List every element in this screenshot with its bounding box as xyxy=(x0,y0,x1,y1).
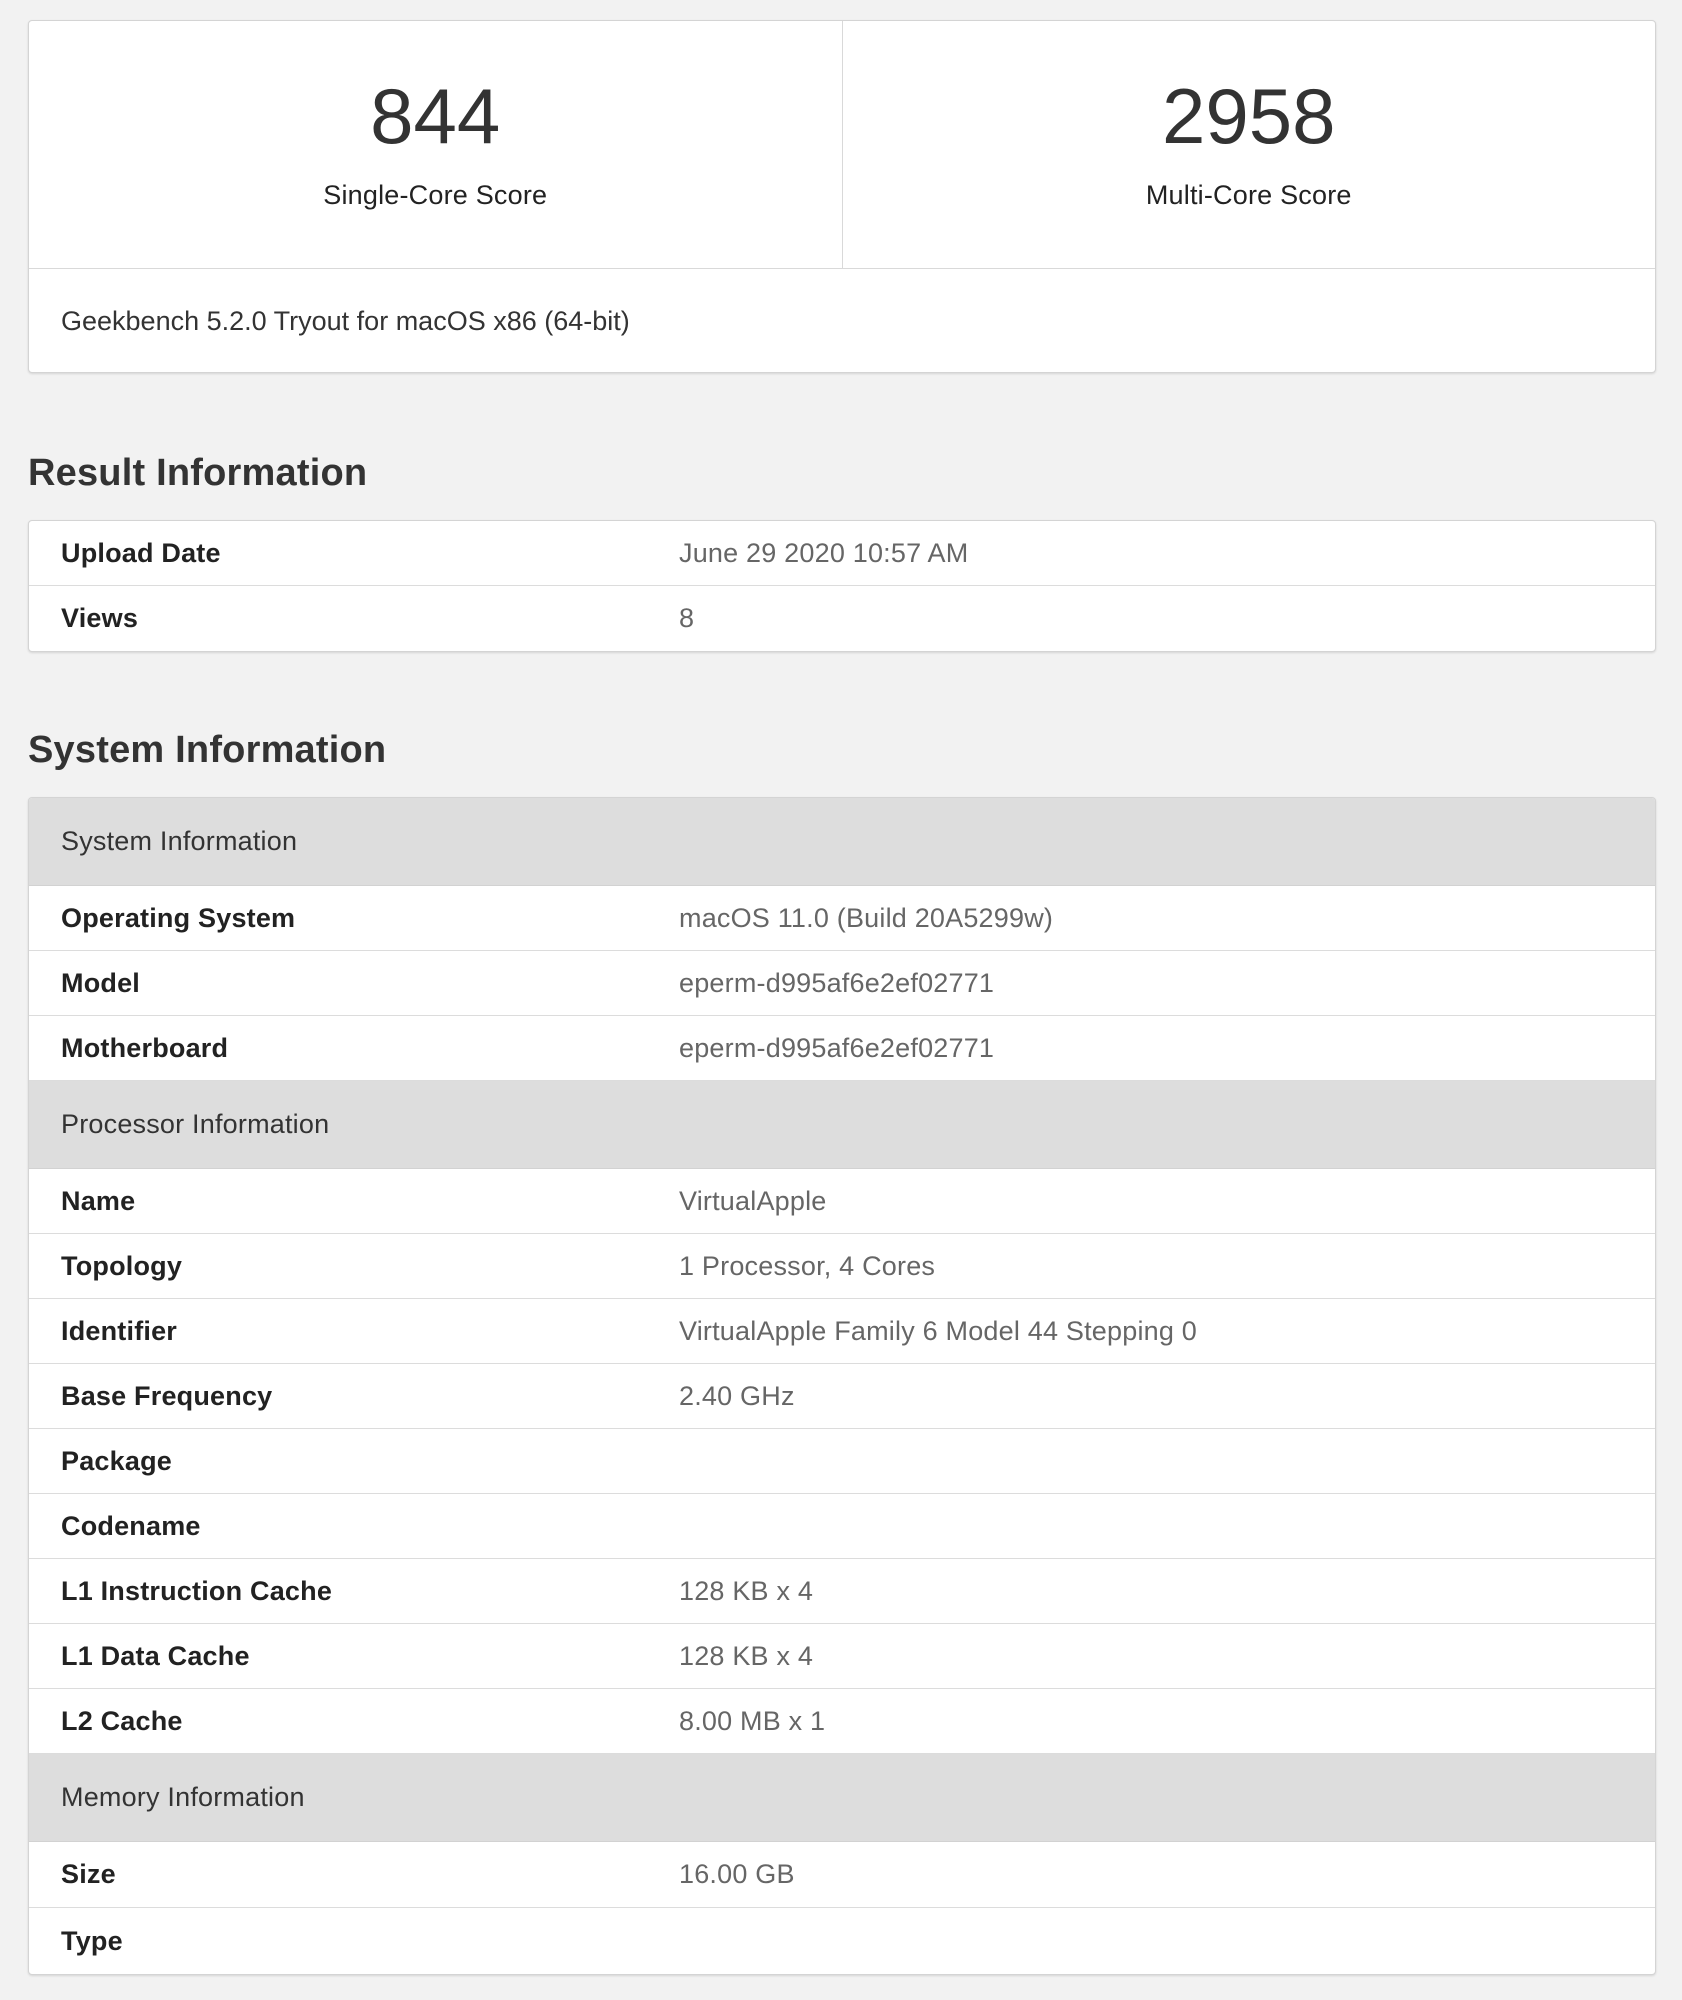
row-value: 8 xyxy=(679,603,695,633)
row-label: Model xyxy=(61,967,140,998)
table-row xyxy=(29,1234,1655,1299)
row-label: Motherboard xyxy=(61,1032,229,1063)
row-value: macOS 11.0 (Build 20A5299w) xyxy=(679,902,1054,933)
table-row xyxy=(29,1364,1655,1429)
row-label: Name xyxy=(61,1185,136,1216)
group-header-processor: Processor Information xyxy=(29,1081,1655,1169)
row-value: 16.00 GB xyxy=(679,1859,795,1889)
row-label: Base Frequency xyxy=(61,1380,273,1411)
table-row xyxy=(29,1429,1655,1494)
system-information-title: System Information xyxy=(28,729,387,771)
multi-core-score-label: Multi-Core Score xyxy=(1145,180,1352,210)
row-value: VirtualApple Family 6 Model 44 Stepping 0 xyxy=(679,1315,1197,1346)
row-label: Upload Date xyxy=(61,537,221,568)
row-value: June 29 2020 10:57 AM xyxy=(679,537,969,568)
single-core-score-label: Single-Core Score xyxy=(323,180,548,210)
single-core-score-cell xyxy=(29,21,842,268)
table-row xyxy=(29,1299,1655,1364)
row-label: Codename xyxy=(61,1510,201,1541)
row-value: 2.40 GHz xyxy=(679,1380,795,1411)
row-value: VirtualApple xyxy=(679,1185,827,1216)
row-label: L2 Cache xyxy=(61,1705,183,1736)
row-value: 1 Processor, 4 Cores xyxy=(679,1250,936,1281)
score-row xyxy=(29,21,1655,269)
row-label: L1 Instruction Cache xyxy=(61,1575,333,1606)
row-label: Package xyxy=(61,1445,172,1476)
row-label: L1 Data Cache xyxy=(61,1640,250,1671)
row-value: 8.00 MB x 1 xyxy=(679,1705,826,1736)
benchmark-version: Geekbench 5.2.0 Tryout for macOS x86 (64-bit) xyxy=(61,306,630,336)
multi-core-score-value: 2958 xyxy=(1161,72,1336,160)
row-value: 128 KB x 4 xyxy=(679,1640,814,1671)
system-information-table xyxy=(28,797,1656,1975)
row-value: 128 KB x 4 xyxy=(679,1575,814,1606)
table-row xyxy=(29,886,1655,951)
row-label: Operating System xyxy=(61,902,296,933)
row-label: Views xyxy=(61,603,139,633)
table-row xyxy=(29,1169,1655,1234)
result-information-table xyxy=(28,520,1656,652)
row-value: eperm-d995af6e2ef02771 xyxy=(679,1032,995,1063)
group-header-memory: Memory Information xyxy=(29,1754,1655,1842)
table-row xyxy=(29,1842,1655,1908)
table-row xyxy=(29,1624,1655,1689)
result-information-title: Result Information xyxy=(28,452,368,494)
group-header-system: System Information xyxy=(29,798,1655,886)
benchmark-result-page xyxy=(28,20,1656,1975)
row-label: Identifier xyxy=(61,1315,178,1346)
table-row xyxy=(29,1908,1655,1974)
score-card xyxy=(28,20,1656,373)
table-row xyxy=(29,1494,1655,1559)
row-value: eperm-d995af6e2ef02771 xyxy=(679,967,995,998)
row-label: Size xyxy=(61,1859,116,1889)
table-row xyxy=(29,1559,1655,1624)
table-row xyxy=(29,1016,1655,1081)
table-row xyxy=(29,1689,1655,1754)
table-row xyxy=(29,586,1655,651)
single-core-score-value: 844 xyxy=(370,72,501,160)
table-row xyxy=(29,521,1655,586)
multi-core-score-cell xyxy=(842,21,1656,268)
table-row xyxy=(29,951,1655,1016)
row-label: Topology xyxy=(61,1250,183,1281)
row-label: Type xyxy=(61,1925,123,1956)
